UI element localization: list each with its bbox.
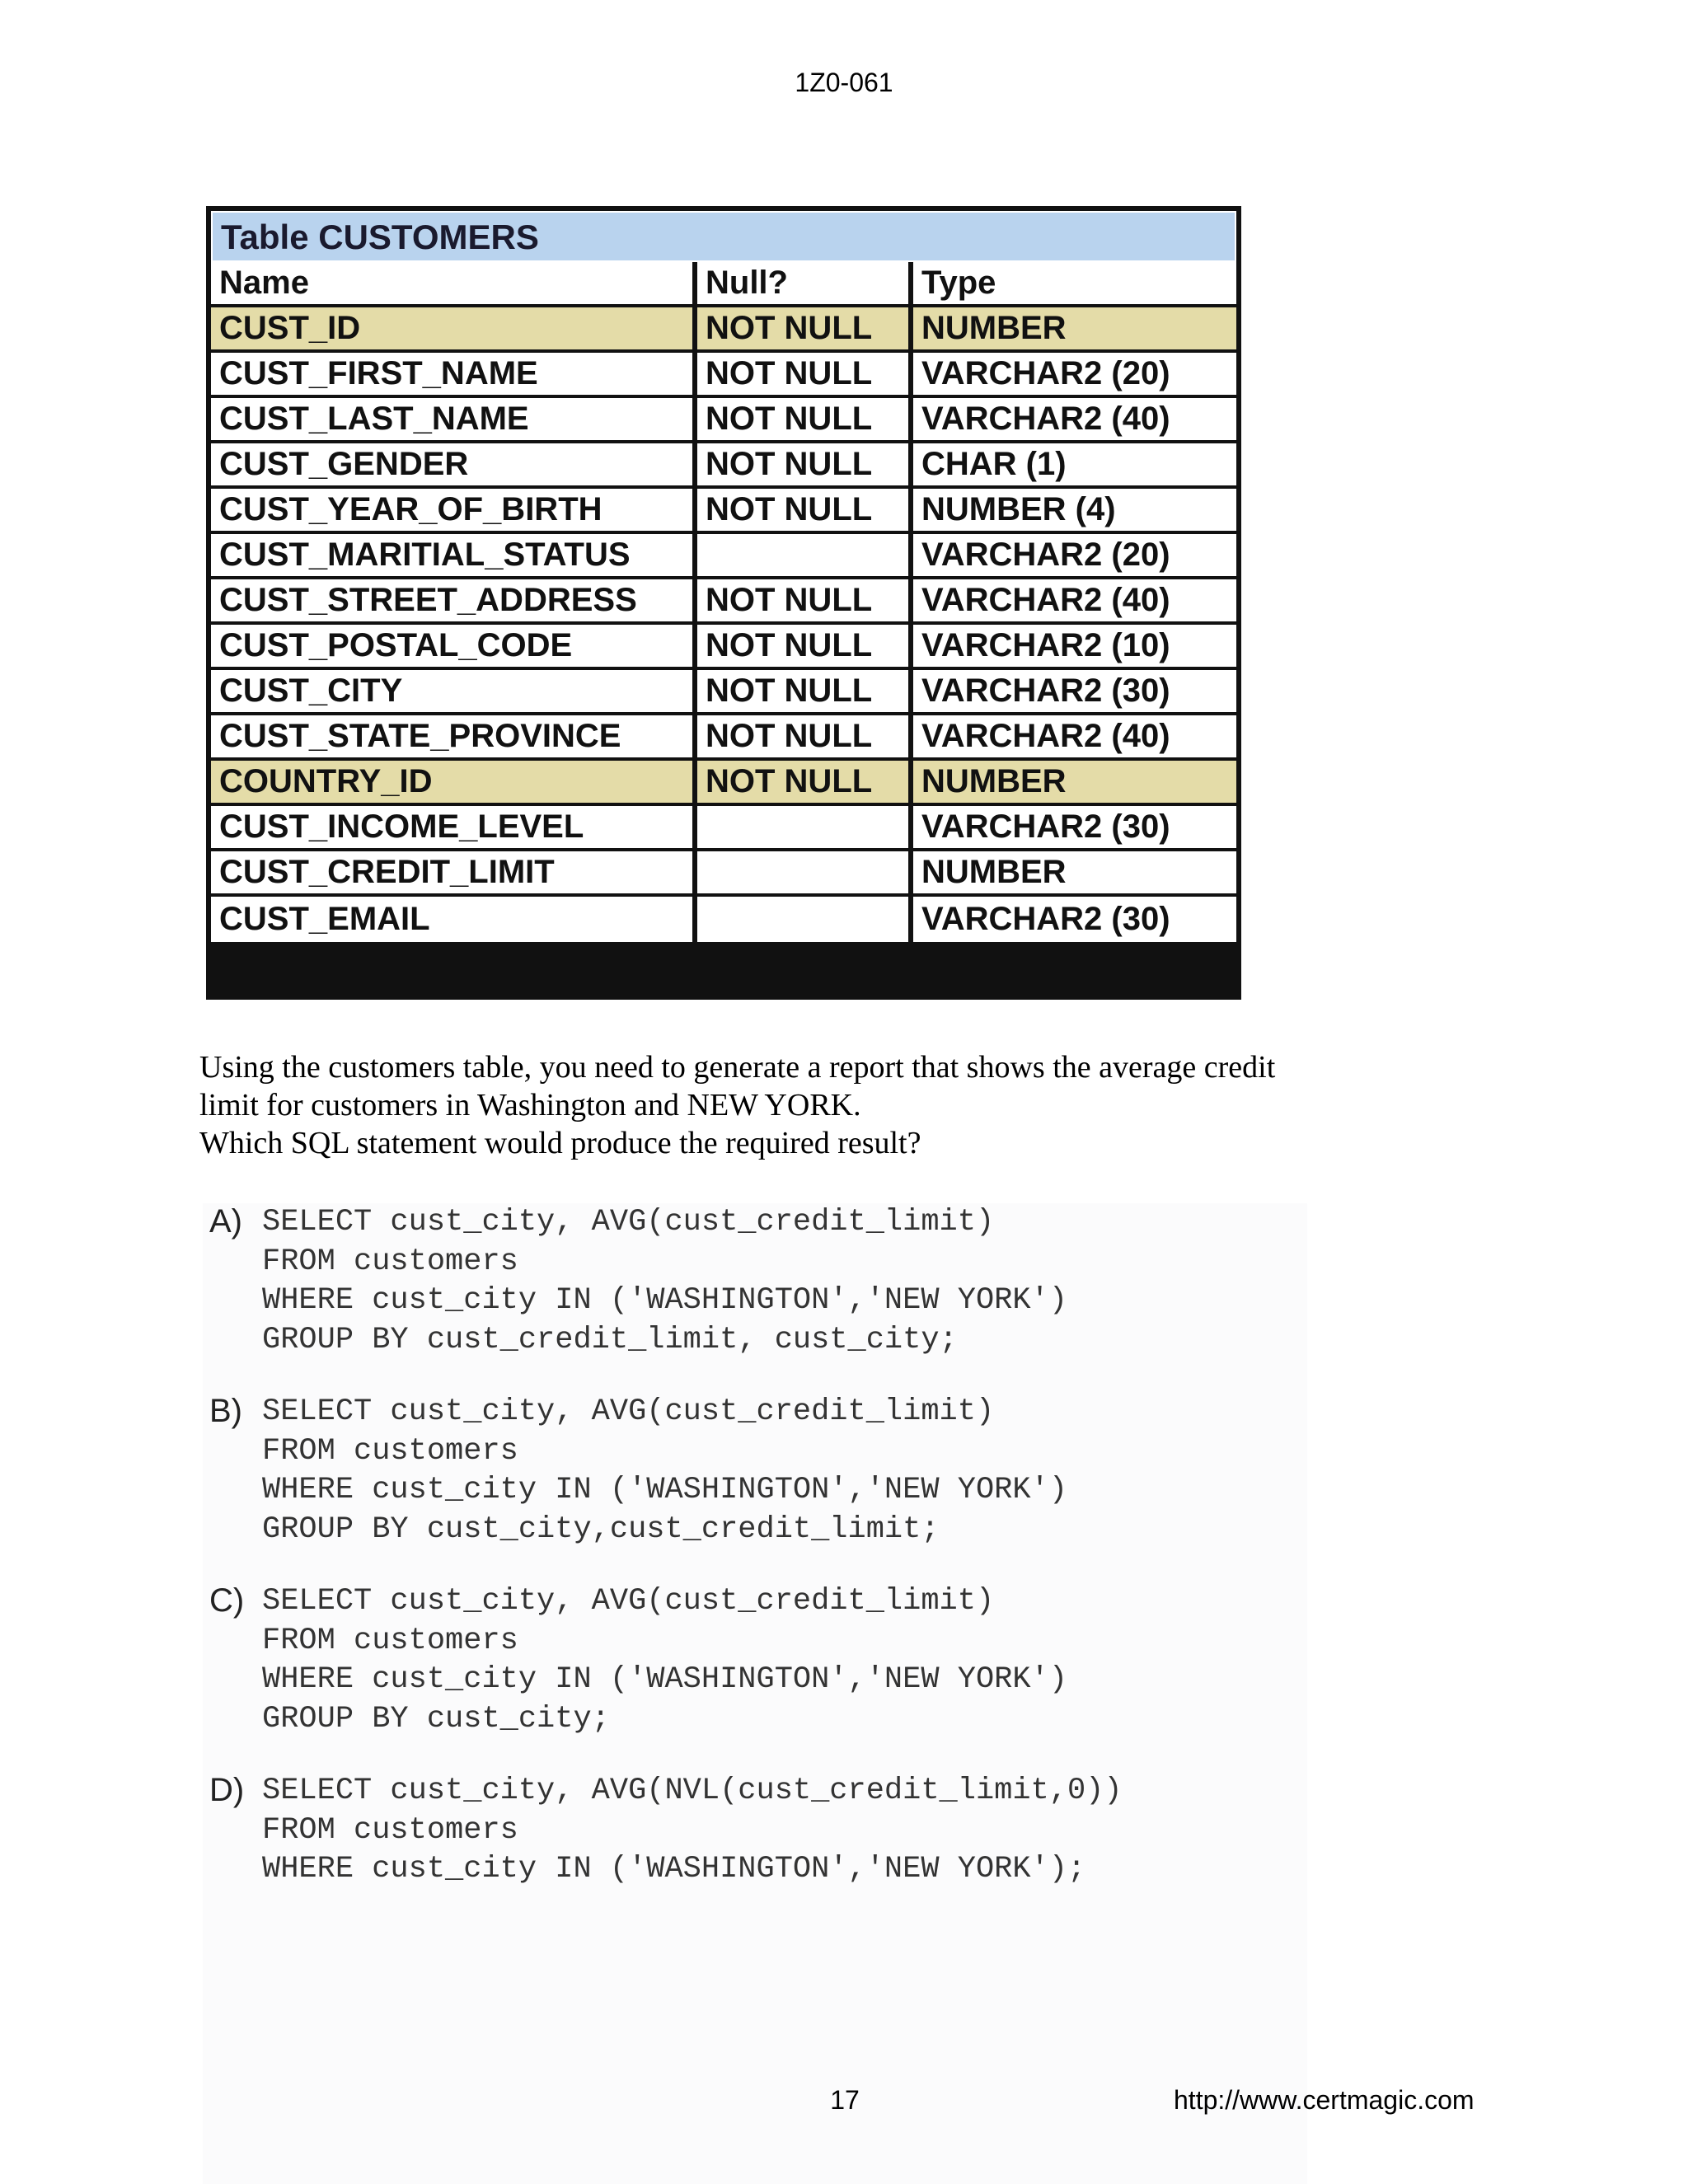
cell-data-type: NUMBER (4)	[913, 489, 1236, 534]
sql-line: SELECT cust_city, AVG(cust_credit_limit)	[262, 1394, 995, 1429]
table-row	[211, 897, 1236, 942]
cell-data-type: NUMBER	[913, 307, 1236, 353]
column-header-name: Name	[211, 262, 697, 307]
question-line: Using the customers table, you need to generate a report that shows the average credit	[199, 1050, 1276, 1085]
cell-null-constraint: NOT NULL	[697, 670, 913, 715]
sql-line: FROM customers	[262, 1244, 518, 1279]
option-sql-code	[203, 1582, 1307, 1739]
cell-column-name: COUNTRY_ID	[211, 761, 697, 806]
answer-option	[203, 1772, 1307, 1890]
option-label: B)	[209, 1393, 242, 1429]
cell-column-name: CUST_LAST_NAME	[211, 398, 697, 443]
cell-column-name: CUST_STATE_PROVINCE	[211, 715, 697, 761]
sql-line: WHERE cust_city IN ('WASHINGTON','NEW YORK');	[262, 1852, 1086, 1886]
cell-data-type: CHAR (1)	[913, 443, 1236, 489]
column-header-null: Null?	[697, 262, 913, 307]
sql-line: WHERE cust_city IN ('WASHINGTON','NEW YORK')	[262, 1473, 1067, 1507]
cell-data-type: VARCHAR2 (40)	[913, 715, 1236, 761]
option-sql-code	[203, 1393, 1307, 1549]
sql-line: FROM customers	[262, 1623, 518, 1658]
cell-null-constraint: NOT NULL	[697, 443, 913, 489]
table-title: Table CUSTOMERS	[211, 211, 1236, 262]
answer-option	[203, 1393, 1307, 1549]
table-row	[211, 625, 1236, 670]
cell-null-constraint: NOT NULL	[697, 625, 913, 670]
option-label: A)	[209, 1203, 242, 1240]
cell-column-name: CUST_INCOME_LEVEL	[211, 806, 697, 851]
cell-data-type: VARCHAR2 (30)	[913, 670, 1236, 715]
sql-line: WHERE cust_city IN ('WASHINGTON','NEW YORK')	[262, 1662, 1067, 1697]
option-label: D)	[209, 1772, 245, 1808]
table-row	[211, 353, 1236, 398]
table-row	[211, 715, 1236, 761]
cell-column-name: CUST_CREDIT_LIMIT	[211, 851, 697, 897]
table-header-row	[211, 262, 1236, 307]
cell-null-constraint	[697, 806, 913, 851]
table-row	[211, 851, 1236, 897]
customers-table	[211, 262, 1236, 942]
answer-options	[203, 1203, 1307, 2184]
question-line: Which SQL statement would produce the required result?	[199, 1126, 921, 1160]
cell-column-name: CUST_EMAIL	[211, 897, 697, 942]
table-row	[211, 761, 1236, 806]
footer-url: http://www.certmagic.com	[1174, 2085, 1475, 2115]
cell-column-name: CUST_ID	[211, 307, 697, 353]
table-row	[211, 489, 1236, 534]
option-sql-code	[203, 1772, 1307, 1890]
table-row	[211, 443, 1236, 489]
cell-column-name: CUST_FIRST_NAME	[211, 353, 697, 398]
sql-line: FROM customers	[262, 1433, 518, 1469]
answer-option	[203, 1582, 1307, 1739]
cell-data-type: VARCHAR2 (10)	[913, 625, 1236, 670]
question-line: limit for customers in Washington and NEW YORK.	[199, 1088, 861, 1122]
sql-line: GROUP BY cust_city,cust_credit_limit;	[262, 1511, 940, 1547]
sql-line: WHERE cust_city IN ('WASHINGTON','NEW YORK')	[262, 1283, 1067, 1318]
cell-null-constraint: NOT NULL	[697, 489, 913, 534]
cell-data-type: NUMBER	[913, 761, 1236, 806]
sql-line: SELECT cust_city, AVG(cust_credit_limit)	[262, 1205, 995, 1240]
cell-data-type: VARCHAR2 (20)	[913, 353, 1236, 398]
sql-line: FROM customers	[262, 1812, 518, 1848]
cell-null-constraint	[697, 534, 913, 579]
cell-column-name: CUST_POSTAL_CODE	[211, 625, 697, 670]
cell-null-constraint: NOT NULL	[697, 398, 913, 443]
table-row	[211, 398, 1236, 443]
page-number: 17	[830, 2085, 860, 2115]
cell-data-type: NUMBER	[913, 851, 1236, 897]
cell-data-type: VARCHAR2 (20)	[913, 534, 1236, 579]
cell-null-constraint	[697, 851, 913, 897]
table-row	[211, 670, 1236, 715]
cell-null-constraint: NOT NULL	[697, 579, 913, 625]
cell-null-constraint: NOT NULL	[697, 715, 913, 761]
document-code-header: 1Z0-061	[795, 68, 893, 97]
cell-null-constraint: NOT NULL	[697, 353, 913, 398]
cell-column-name: CUST_GENDER	[211, 443, 697, 489]
answer-option	[203, 1203, 1307, 1360]
cell-column-name: CUST_CITY	[211, 670, 697, 715]
cell-null-constraint	[697, 897, 913, 942]
option-sql-code	[203, 1203, 1307, 1360]
cell-column-name: CUST_MARITIAL_STATUS	[211, 534, 697, 579]
sql-line: GROUP BY cust_city;	[262, 1701, 610, 1736]
table-row	[211, 534, 1236, 579]
column-header-type: Type	[913, 262, 1236, 307]
cell-column-name: CUST_YEAR_OF_BIRTH	[211, 489, 697, 534]
cell-data-type: VARCHAR2 (30)	[913, 897, 1236, 942]
cell-data-type: VARCHAR2 (30)	[913, 806, 1236, 851]
sql-line: SELECT cust_city, AVG(NVL(cust_credit_limit,0))	[262, 1774, 1123, 1808]
option-label: C)	[209, 1582, 245, 1619]
cell-data-type: VARCHAR2 (40)	[913, 398, 1236, 443]
table-row	[211, 579, 1236, 625]
cell-data-type: VARCHAR2 (40)	[913, 579, 1236, 625]
cell-null-constraint: NOT NULL	[697, 307, 913, 353]
table-row	[211, 307, 1236, 353]
customers-table-figure	[206, 206, 1241, 1000]
sql-line: SELECT cust_city, AVG(cust_credit_limit)	[262, 1584, 995, 1619]
table-row	[211, 806, 1236, 851]
cell-column-name: CUST_STREET_ADDRESS	[211, 579, 697, 625]
sql-line: GROUP BY cust_credit_limit, cust_city;	[262, 1322, 958, 1357]
cell-null-constraint: NOT NULL	[697, 761, 913, 806]
question-text	[199, 1048, 1395, 1162]
